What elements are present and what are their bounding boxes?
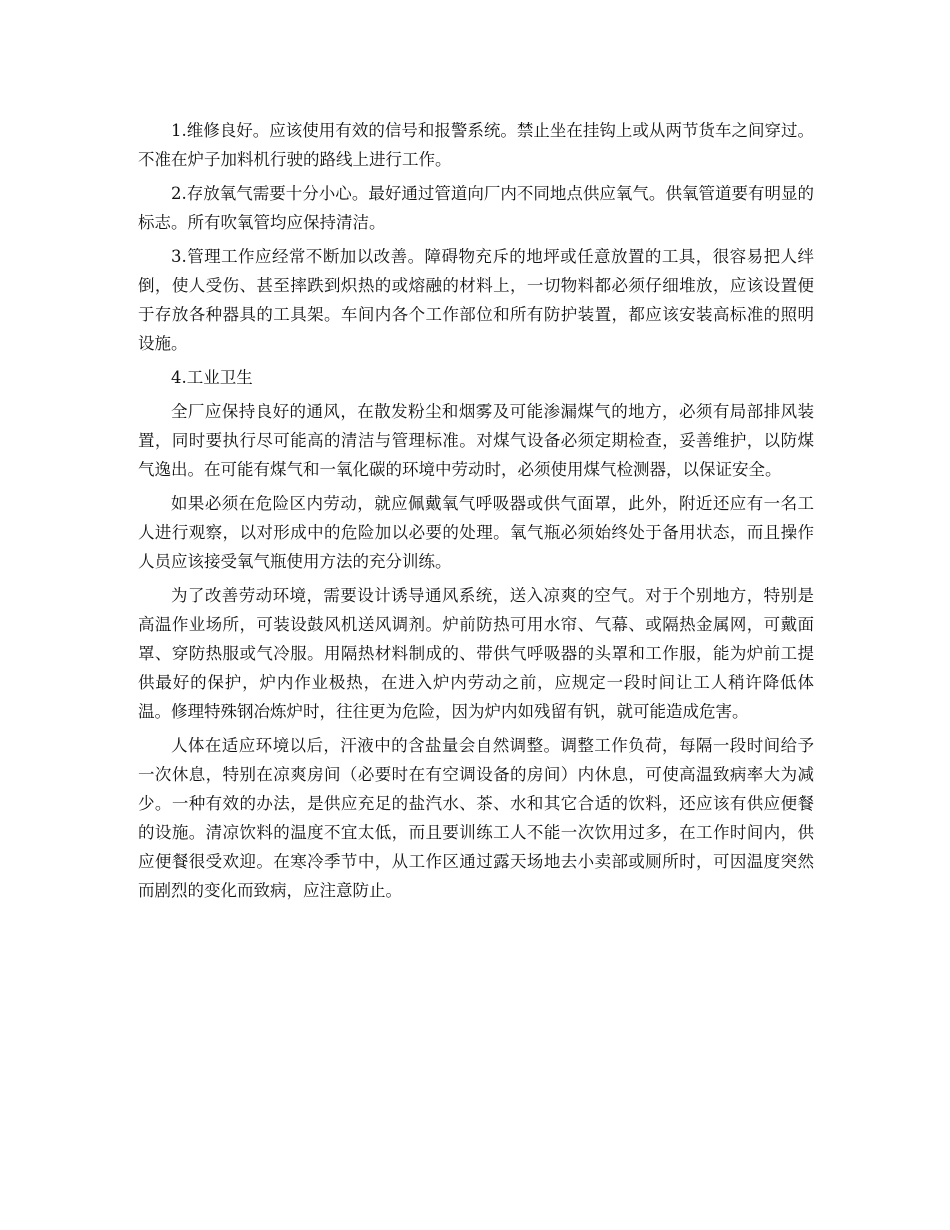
paragraph-ventilation: 全厂应保持良好的通风，在散发粉尘和烟雾及可能渗漏煤气的地方，必须有局部排风装置，同时要执行尽可能高的清洁与管理标准。对煤气设备必须定期检查，妥善维护，以防煤气逸出。在可能有煤气和一氧化碳的环境中劳动时，必须使用煤气检测器，以保证安全。	[138, 402, 814, 479]
paragraph-work-environment: 为了改善劳动环境，需要设计诱导通风系统，送入凉爽的空气。对于个别地方，特别是高温作业场所，可装设鼓风机送风调剂。炉前防热可用水帘、气幕、或隔热金属网，可戴面罩、穿防热服或气冷服。用隔热材料制成的、带供气呼吸器的头罩和工作服，能为炉前工提供最好的保护，炉内作业极热，在进入炉内劳动之前，应规定一段时间让工人稍许降低体温。修理特殊钢冶炼炉时，往往更为危险，因为炉内如残留有钒，就可能造成危害。	[138, 586, 814, 721]
paragraph-danger-zone: 如果必须在危险区内劳动，就应佩戴氧气呼吸器或供气面罩，此外，附近还应有一名工人进行观察，以对形成中的危险加以必要的处理。氧气瓶必须始终处于备用状态，而且操作人员应该接受氧气瓶使用方法的充分训练。	[138, 494, 814, 571]
paragraph-oxygen-storage: 2.存放氧气需要十分小心。最好通过管道向厂内不同地点供应氧气。供氧管道要有明显的标志。所有吹氧管均应保持清洁。	[138, 184, 814, 232]
document-body	[138, 116, 814, 910]
paragraph-management: 3.管理工作应经常不断加以改善。障碍物充斥的地坪或任意放置的工具，很容易把人绊倒，使人受伤、甚至摔跌到炽热的或熔融的材料上，一切物料都必须仔细堆放，应该设置便于存放各种器具的工具架。车间内各个工作部位和所有防护装置，都应该安装高标准的照明设施。	[138, 247, 814, 353]
paragraph-maintenance: 1.维修良好。应该使用有效的信号和报警系统。禁止坐在挂钩上或从两节货车之间穿过。不准在炉子加料机行驶的路线上进行工作。	[138, 121, 814, 169]
paragraph-heading-industrial-hygiene: 4.工业卫生	[171, 368, 253, 387]
paragraph-heat-adaptation: 人体在适应环境以后，汗液中的含盐量会自然调整。调整工作负荷，每隔一段时间给予一次休息，特别在凉爽房间（必要时在有空调设备的房间）内休息，可使高温致病率大为减少。一种有效的办法，是供应充足的盐汽水、茶、水和其它合适的饮料，还应该有供应便餐的设施。清凉饮料的温度不宜太低，而且要训练工人不能一次饮用过多，在工作时间内，供应便餐很受欢迎。在寒冷季节中，从工作区通过露天场地去小卖部或厕所时，可因温度突然而剧烈的变化而致病，应注意防止。	[138, 736, 814, 900]
